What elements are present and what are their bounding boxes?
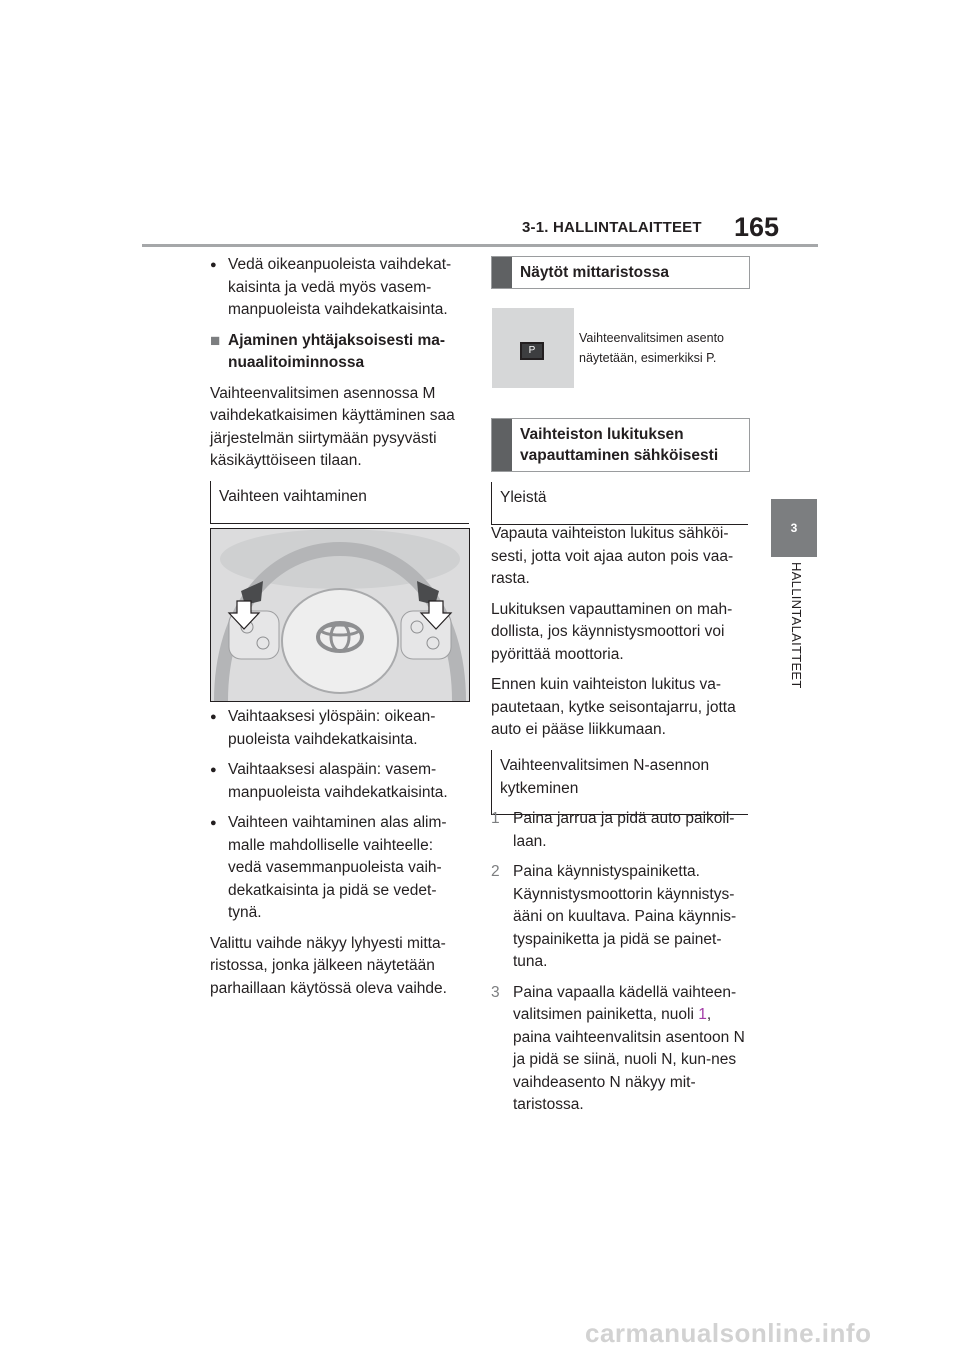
left-column-lower (210, 706, 468, 1000)
paragraph: Ennen kuin vaihteiston lukitus va-pautetaan, kytke seisontajarru, jotta auto ei pääse liikkumaan. (491, 676, 736, 738)
paragraph: Vaihteenvalitsimen asennossa M vaihdekatkaisimen käyttäminen saa järjestelmän siirtymään pysyvästi käsikäyttöiseen tilaan. (210, 384, 455, 469)
paragraph: Lukituksen vapauttaminen on mah-dollista, jos käynnistysmoottori voi pyörittää moottoria. (491, 600, 733, 663)
steps-list (491, 808, 753, 1117)
watermark: carmanualsonline.info (585, 1318, 872, 1348)
section-box-displays: Näytöt mittaristossa (491, 256, 750, 289)
arrow-reference: 1 (698, 1006, 707, 1023)
page-number: 165 (734, 212, 780, 242)
left-column (210, 254, 468, 473)
list-item: ● Vaihtaaksesi alaspäin: vasem-manpuoleista vaihdekatkaisinta. (210, 761, 448, 801)
sub-n-position: Vaihteenvalitsimen N-asennon kytkeminen (491, 750, 748, 815)
section-title: 3-1. HALLINTALAITTEET (522, 219, 702, 236)
steering-wheel-image (211, 529, 469, 701)
step-item: 1 Paina jarrua ja pidä auto paikoil-laan. (491, 810, 735, 850)
right-paragraphs (491, 523, 753, 742)
section-box-lock-release: Vaihteiston lukituksen vapauttaminen sähköisesti (491, 418, 750, 472)
paragraph: Valittu vaihde näkyy lyhyesti mitta-ristossa, jonka jälkeen näytetään parhaillaan käytössä oleva vaihde. (210, 934, 447, 997)
subheading: ■ Ajaminen yhtäjaksoisesti ma-nuaalitoiminnossa (210, 330, 446, 371)
display-caption: Vaihteenvalitsimen asento näytetään, esimerkiksi P. (579, 331, 724, 365)
step-item: 3 Paina vapaalla kädellä vaihteen-valitsimen painiketta, nuoli 1, paina vaihteenvalitsin asentoon N ja pidä se siinä, nuoli N, kun-nes vaihdeasento N näkyy mit-taristossa. (491, 983, 745, 1113)
chapter-tab: 3 (771, 499, 817, 557)
list-item: ● Vedä oikeanpuoleista vaihdekat-kaisinta ja vedä myös vasem-manpuoleista vaihdekatkaisinta. (210, 256, 452, 318)
step-item: 2 Paina käynnistyspainiketta. Käynnistysmoottorin käynnistys-ääni on kuultava. Paina käynnis-tyspainiketta ja pidä se painet-tuna. (491, 863, 737, 970)
sidebox-gear-change (210, 481, 469, 524)
sub-general: Yleistä (491, 482, 748, 525)
header-divider (142, 244, 818, 247)
display-symbol-panel (492, 308, 574, 388)
steering-wheel-illustration (210, 528, 470, 702)
gear-indicator-icon: P (520, 342, 544, 360)
chapter-side-label: HALLINTALAITTEET (789, 562, 804, 689)
list-item: ● Vaihtaaksesi ylöspäin: oikean-puoleista vaihdekatkaisinta. (210, 708, 436, 748)
sidebox-title: Vaihteen vaihtaminen (219, 488, 367, 505)
list-item: ● Vaihteen vaihtaminen alas alim-malle mahdolliselle vaihteelle: vedä vasemmanpuoleista vaih-dekatkaisinta ja pidä se vedet-tynä. (210, 814, 447, 921)
paragraph: Vapauta vaihteiston lukitus sähköi-sesti, jotta voit ajaa auton pois vaa-rasta. (491, 525, 734, 587)
